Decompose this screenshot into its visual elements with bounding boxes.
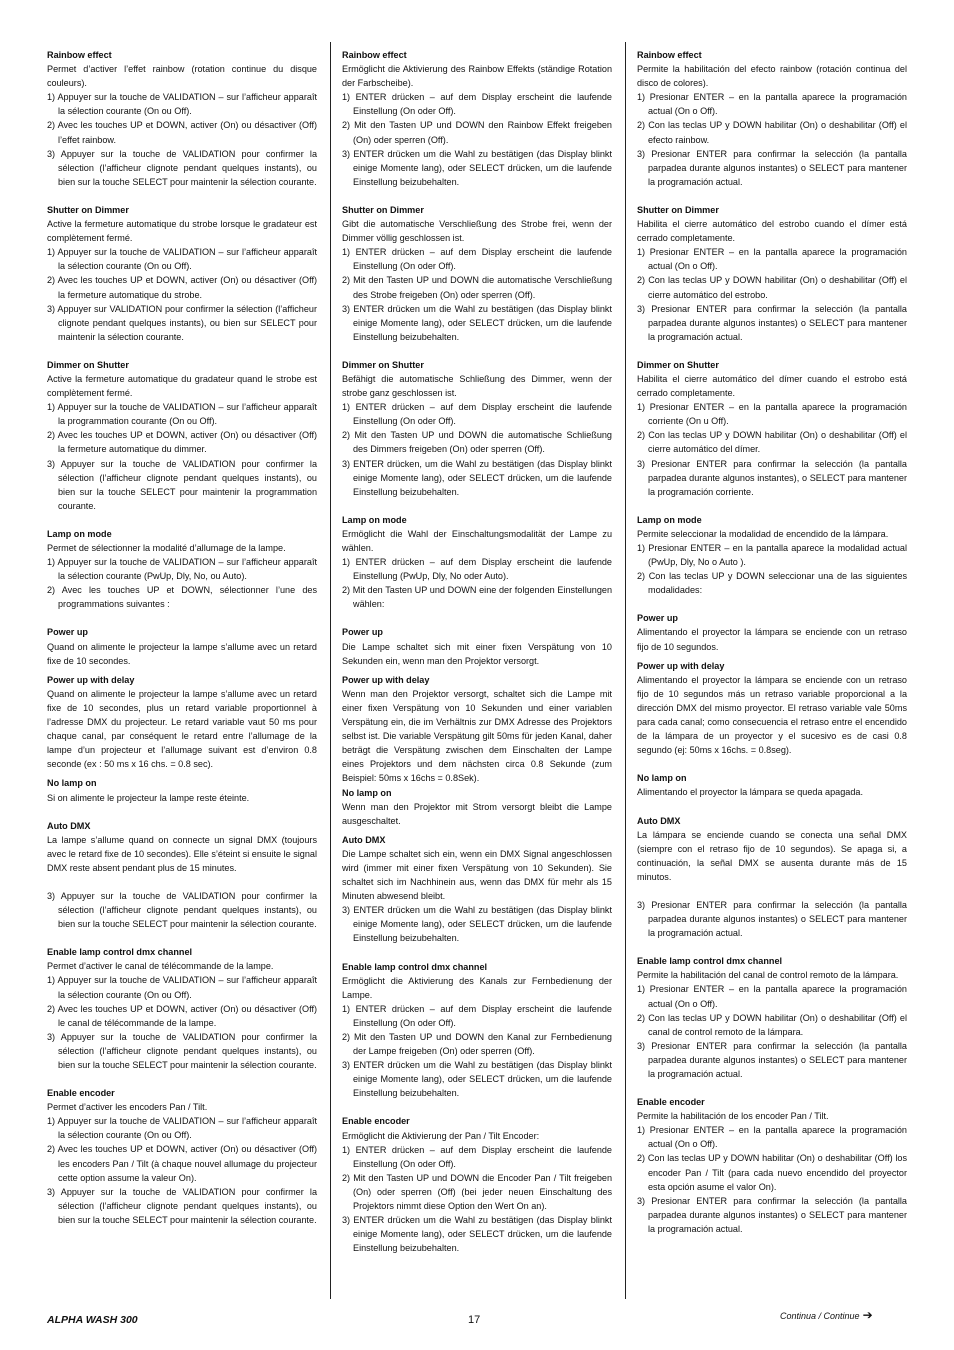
paragraph: Die Lampe schaltet sich mit einer fixen Verspätung von 10 Sekunden ein, wenn man den Projektor versorgt.: [342, 641, 612, 666]
section-heading: Shutter on Dimmer: [637, 204, 719, 215]
section: [47, 203, 317, 344]
step-item: 2) Con las teclas UP y DOWN habilitar (On) o deshabilitar (Off) el cierre automático del dímer.: [637, 430, 907, 455]
section-heading: Enable encoder: [637, 1097, 705, 1108]
page-number: 17: [468, 1314, 481, 1326]
section: [47, 819, 317, 875]
paragraph: Alimentando el proyector la lámpara se queda apagada.: [637, 787, 863, 798]
step-item: 3) Appuyer sur VALIDATION pour confirmer la sélection (l’afficheur clignote pendant quelques instants), ou bien sur SELECT pour maintenir la sélection courante.: [47, 303, 317, 342]
paragraph: Alimentando el proyector la lámpara se enciende con un retraso fijo de 10 segundos más un retraso variable proporcional a la dirección DMX del mismo proyector. El retraso variable vale 50ms para cada canal; como consecuencia el retraso entre el encendido de la lámpara de un proyector y el sucesivo es de casi 0.8 segundo (ej: 50ms x 16chs. = 0.8seg).: [637, 674, 907, 756]
section-heading: Dimmer on Shutter: [47, 359, 129, 370]
paragraph: Permite la habilitación del efecto rainbow (rotación continua del disco de colores).: [637, 64, 907, 89]
paragraph: La lámpara se enciende cuando se conecta una señal DMX (siempre con el retraso fijo de 10 segundos). Se apaga si, a continuación, la señal DMX se ausenta durante más de 15 minutos.: [637, 829, 907, 882]
paragraph: Befähigt die automatische Schließung des Dimmer, wenn der strobe ganz geschlossen ist.: [342, 373, 612, 399]
section: [342, 673, 612, 786]
step-item: 2) Avec les touches UP et DOWN, activer (On) ou désactiver (Off) l’effet rainbow.: [47, 120, 317, 145]
paragraph: Permet d’activer les encoders Pan / Tilt.: [47, 1102, 208, 1113]
section: [342, 513, 612, 612]
step-item: 2) Avec les touches UP et DOWN, activer (On) ou désactiver (Off) la fermeture automatique du dimmer.: [47, 430, 317, 455]
section-heading: Auto DMX: [637, 815, 681, 826]
step-item: 2) Con las teclas UP y DOWN seleccionar una de las siguientes modalidades:: [637, 571, 907, 596]
section: [637, 659, 907, 758]
step-item: 3) ENTER drücken um die Wahl zu bestätigen (das Display blinkt einige Momente lang), oder SELECT drücken, um die laufende Einstellung beizubehalten.: [342, 1060, 612, 1099]
step-item: 3) ENTER drücken um die Wahl zu bestätigen (das Display blinkt einige Momente lang), oder SELECT drücken, um die laufende Einstellung beizubehalten.: [342, 905, 612, 944]
paragraph: Habilita el cierre automático del dímer cuando el estrobo está cerrado completamente.: [637, 373, 907, 399]
paragraph: Si on alimente le projecteur la lampe reste éteinte.: [47, 792, 250, 803]
step-item: 3) ENTER drücken um die Wahl zu bestätigen (das Display blinkt einige Momente lang), oder SELECT drücken, um die laufende Einstellung beizubehalten.: [342, 303, 612, 342]
step-item: 1) ENTER drücken – auf dem Display erscheint die laufende Einstellung (On oder Off).: [342, 402, 612, 427]
paragraph: Quand on alimente le projecteur la lampe s’allume avec un retard fixe de 10 secondes.: [47, 641, 317, 666]
paragraph: Permet d’activer l’effet rainbow (rotation continue du disque couleurs).: [47, 64, 317, 89]
step-item: 2) Avec les touches UP et DOWN, activer (On) ou désactiver (Off) le canal de télécommande de la lampe.: [47, 1003, 317, 1028]
section: [342, 1114, 612, 1255]
step-item: 2) Mit den Tasten UP und DOWN die automatische Schließung des Dimmers freigeben (On) oder sperren (Off).: [342, 430, 612, 455]
section-heading: Power up: [342, 627, 383, 638]
section-heading: Enable encoder: [47, 1088, 115, 1099]
step-item: 2) Avec les touches UP et DOWN, activer (On) ou désactiver (Off) la fermeture automatique du strobe.: [47, 275, 317, 300]
step-item: 1) Appuyer sur la touche de VALIDATION – sur l’afficheur apparaît la sélection courante (On ou Off).: [47, 975, 317, 1000]
step-item: 2) Mit den Tasten UP und DOWN den Rainbow Effekt freigeben (On) oder sperren (Off).: [342, 120, 612, 145]
section-heading: Power up with delay: [342, 674, 430, 685]
section: [342, 833, 612, 946]
step-item: 3) Presionar ENTER para confirmar la selección (la pantalla parpadea durante algunos instantes) o SELECT para mantener la programación actual.: [637, 1195, 907, 1234]
section-heading: Lamp on mode: [342, 514, 407, 525]
paragraph: Wenn man den Projektor mit Strom versorgt bleibt die Lampe ausgeschaltet.: [342, 801, 612, 826]
section: [47, 776, 317, 804]
step-item: 3) Presionar ENTER para confirmar la selección (la pantalla parpadea durante algunos instantes) o SELECT para mantener la programación actual.: [637, 148, 907, 187]
paragraph: Die Lampe schaltet sich ein, wenn ein DMX Signal angeschlossen wird (immer mit einer fixen Verspätung von 10 Sekunden). Sie schaltet sich im Nachhinein aus, wenn das DMX für mehr als 15 Minuten abwesend bleibt.: [342, 848, 612, 902]
section: [47, 673, 317, 772]
section-heading: Enable encoder: [342, 1116, 410, 1127]
step-item: 1) Presionar ENTER – en la pantalla aparece la modalidad actual (PwUp, Dly, No o Auto ).: [637, 543, 907, 568]
paragraph: Alimentando el proyector la lámpara se enciende con un retraso fijo de 10 segundos.: [637, 627, 907, 652]
section-heading: Lamp on mode: [47, 528, 112, 539]
step-item: 3) Presionar ENTER para confirmar la selección (la pantalla parpadea durante algunos instantes) o SELECT para mantener la programación actual.: [637, 303, 907, 342]
step-item: 3) Presionar ENTER para confirmar la selección (la pantalla parpadea durante algunos instantes), o SELECT para mantener la programación corriente.: [637, 458, 907, 497]
section: [342, 48, 612, 189]
section: [637, 814, 907, 884]
continue-note: [780, 1308, 873, 1322]
step-item: 3) Presionar ENTER para confirmar la selección (la pantalla parpadea durante algunos instantes) o SELECT para mantener la programación actual.: [637, 899, 907, 939]
step-item: 1) Presionar ENTER – en la pantalla aparece la programación actual (On o Off).: [637, 247, 907, 272]
paragraph: Permite seleccionar la modalidad de encendido de la lámpara.: [637, 528, 889, 539]
step-item: 3) Presionar ENTER para confirmar la selección (la pantalla parpadea durante algunos instantes) o SELECT para mantener la programación actual.: [637, 1040, 907, 1079]
paragraph: Ermöglicht die Aktivierung der Pan / Tilt Encoder:: [342, 1130, 540, 1141]
section-heading: Enable lamp control dmx channel: [637, 956, 783, 967]
section-heading: Rainbow effect: [47, 50, 112, 60]
step-item: 2) Con las teclas UP y DOWN habilitar (On) o deshabilitar (Off) el cierre automático del estrobo.: [637, 275, 907, 300]
paragraph: Active la fermeture automatique du strobe lorsque le gradateur est complètement fermé.: [47, 219, 317, 244]
section: [637, 954, 907, 1081]
step-item: 2) Mit den Tasten UP und DOWN die automatische Verschließung des Strobe freigeben (On) oder sperren (Off).: [342, 275, 612, 300]
column-divider: [330, 42, 331, 1299]
section-heading: Power up: [47, 627, 88, 638]
section-heading: No lamp on: [47, 778, 97, 789]
step-item: 3) ENTER drücken um die Wahl zu bestätigen (das Display blinkt einige Momente lang), oder SELECT drücken, um die laufende Einstellung beizubehalten.: [342, 148, 612, 187]
section-heading: No lamp on: [637, 773, 687, 784]
continue-label: Continua / Continue: [780, 1311, 860, 1321]
column-divider: [625, 42, 626, 1299]
paragraph: Ermöglicht die Aktivierung des Rainbow Effekts (ständige Rotation der Farbscheibe).: [342, 64, 612, 89]
section: [47, 358, 317, 513]
section: [342, 203, 612, 344]
section-heading: No lamp on: [342, 787, 392, 798]
section: [47, 48, 317, 189]
paragraph: Permet de sélectionner la modalité d’allumage de la lampe.: [47, 543, 286, 553]
step-item: 1) ENTER drücken – auf dem Display erscheint die laufende Einstellung (On oder Off).: [342, 92, 612, 117]
section-heading: Auto DMX: [47, 820, 91, 831]
paragraph: Wenn man den Projektor versorgt, schaltet sich die Lampe mit einer fixen Verspätung von 10 Sekunden und einer variablen Verspätung ein, die im Verhältnis zur DMX Adresse des Projektors selbst ist. Die variable Verspätung gilt 50ms für jeden Kanal, daher beträgt die Verspätung zwischen dem Einschalten der Lampe eines Projektors und dem nächsten circa 0.8 Sekunde (zum Beispiel: 50ms x 16chs = 0.8Sek).: [342, 688, 612, 784]
step-item: 1) Appuyer sur la touche de VALIDATION – sur l’afficheur apparaît la sélection courante (PwUp, Dly, No, ou Auto).: [47, 557, 317, 582]
section-heading: Dimmer on Shutter: [342, 359, 424, 370]
step-item: 2) Mit den Tasten UP und DOWN den Kanal zur Fernbedienung der Lampe freigeben (On) oder sperren (Off).: [342, 1032, 612, 1057]
paragraph: Permet d’activer le canal de télécommande de la lampe.: [47, 961, 274, 972]
step-item: 1) Presionar ENTER – en la pantalla aparece la programación actual (On o Off).: [637, 984, 907, 1009]
step-item: 2) Avec les touches UP et DOWN, activer (On) ou désactiver (Off) les encoders Pan / Tilt (à chaque nouvel allumage du projecteur cette option assume la valeur On).: [47, 1144, 317, 1183]
step-item: 1) ENTER drücken – auf dem Display erscheint die laufende Einstellung (PwUp, Dly, No oder Auto).: [342, 557, 612, 582]
section: [47, 527, 317, 612]
section-heading: Power up with delay: [637, 660, 725, 671]
section-heading: Auto DMX: [342, 834, 386, 845]
paragraph: Permite la habilitación de los encoder Pan / Tilt.: [637, 1111, 829, 1122]
step-item: 3) ENTER drücken, um die Wahl zu bestätigen (das Display blinkt einige Momente lang), oder SELECT drücken, um die laufende Einstellung beizubehalten.: [342, 458, 612, 497]
step-item: 3) Appuyer sur la touche de VALIDATION pour confirmer la sélection (l’afficheur clignote pendant quelques instants), ou bien sur la touche SELECT pour maintenir la sélection courante.: [47, 890, 317, 930]
section-heading: Shutter on Dimmer: [342, 204, 424, 215]
section: [637, 513, 907, 598]
section-heading: Enable lamp control dmx channel: [342, 961, 488, 972]
step-item: 2) Con las teclas UP y DOWN habilitar (On) o deshabilitar (Off) el efecto rainbow.: [637, 120, 907, 145]
step-item: 3) Appuyer sur la touche de VALIDATION pour confirmer la sélection (l’afficheur clignote pendant quelques instants), ou bien sur la touche SELECT pour maintenir la sélection courante.: [47, 148, 317, 187]
step-item: 2) Con las teclas UP y DOWN habilitar (On) o deshabilitar (Off) los encoder Pan / Tilt (para cada nuevo encendido del proyector esta opción asume el valor On).: [637, 1153, 907, 1192]
step-item: 2) Mit den Tasten UP und DOWN eine der folgenden Einstellungen wählen:: [342, 585, 612, 610]
section: [342, 786, 612, 828]
step-item: 1) Presionar ENTER – en la pantalla aparece la programación actual (On o Off).: [637, 92, 907, 117]
section: [637, 203, 907, 344]
step-item: 1) Presionar ENTER – en la pantalla aparece la programación corriente (On u Off).: [637, 402, 907, 427]
step-item: 1) Presionar ENTER – en la pantalla aparece la programación actual (On o Off).: [637, 1125, 907, 1150]
step-item: 3) ENTER drücken um die Wahl zu bestätigen (das Display blinkt einige Momente lang), oder SELECT drücken, um die laufende Einstellung beizubehalten.: [342, 1215, 612, 1254]
paragraph: Permite la habilitación del canal de control remoto de la lámpara.: [637, 970, 899, 981]
column-french: [47, 48, 317, 1227]
section: [47, 625, 317, 667]
section-heading: Rainbow effect: [342, 50, 407, 60]
paragraph: Active la fermeture automatique du gradateur quand le strobe est complètement fermé.: [47, 373, 317, 399]
section-heading: Enable lamp control dmx channel: [47, 947, 193, 958]
step-item: 1) Appuyer sur la touche de VALIDATION – sur l’afficheur apparaît la programmation courante (On ou Off).: [47, 402, 317, 427]
paragraph: Habilita el cierre automático del estrobo cuando el dímer está cerrado completamente.: [637, 219, 907, 244]
section: [637, 898, 907, 940]
arrow-right-icon: ➔: [862, 1308, 873, 1322]
section-heading: Dimmer on Shutter: [637, 359, 719, 370]
step-item: 2) Avec les touches UP et DOWN, sélectionner l’une des programmations suivantes :: [47, 585, 317, 610]
section: [342, 960, 612, 1101]
step-item: 2) Con las teclas UP y DOWN habilitar (On) o deshabilitar (Off) el canal de control remoto de la lámpara.: [637, 1012, 907, 1037]
step-item: 2) Mit den Tasten UP und DOWN die Encoder Pan / Tilt freigeben (On) oder sperren (Off) (bei jeder neuen Einschaltung des Projektors nimmt diese Option den Wert On an).: [342, 1172, 612, 1212]
section-heading: Power up: [637, 613, 678, 624]
paragraph: Ermöglicht die Aktivierung des Kanals zur Fernbedienung der Lampe.: [342, 975, 612, 1000]
column-spanish: [637, 48, 907, 1236]
step-item: 1) ENTER drücken – auf dem Display erscheint die laufende Einstellung (On oder Off).: [342, 247, 612, 272]
step-item: 1) Appuyer sur la touche de VALIDATION – sur l’afficheur apparaît la sélection courante (On ou Off).: [47, 92, 317, 117]
section: [637, 771, 907, 799]
section: [637, 611, 907, 653]
section-heading: Lamp on mode: [637, 514, 702, 525]
step-item: 1) ENTER drücken – auf dem Display erscheint die laufende Einstellung (On oder Off).: [342, 1003, 612, 1028]
section: [637, 358, 907, 499]
paragraph: Gibt die automatische Verschließung des Strobe frei, wenn der Dimmer völlig geschlossen ist.: [342, 219, 612, 244]
section-heading: Power up with delay: [47, 674, 135, 685]
column-german: [342, 48, 612, 1255]
section: [637, 48, 907, 189]
step-item: 1) Appuyer sur la touche de VALIDATION – sur l’afficheur apparaît la sélection courante (On ou Off).: [47, 1116, 317, 1141]
step-item: 3) Appuyer sur la touche de VALIDATION pour confirmer la sélection (l’afficheur clignote pendant quelques instants), ou bien sur la touche SELECT pour maintenir la sélection courante.: [47, 1031, 317, 1070]
section: [342, 358, 612, 499]
step-item: 1) Appuyer sur la touche de VALIDATION – sur l’afficheur apparaît la sélection courante (On ou Off).: [47, 247, 317, 272]
section-heading: Shutter on Dimmer: [47, 204, 129, 215]
section: [47, 889, 317, 931]
section: [47, 945, 317, 1072]
section: [637, 1095, 907, 1236]
section: [47, 1086, 317, 1227]
paragraph: Ermöglicht die Wahl der Einschaltungsmodalität der Lampe zu wählen.: [342, 528, 612, 553]
section-heading: Rainbow effect: [637, 50, 702, 60]
model-name: ALPHA WASH 300: [47, 1314, 138, 1326]
step-item: 1) ENTER drücken – auf dem Display erscheint die laufende Einstellung (On oder Off).: [342, 1144, 612, 1169]
paragraph: La lampe s’allume quand on connecte un signal DMX (toujours avec le retard fixe de 10 secondes). Elle s’éteint si ensuite le signal DMX reste absent pendant plus de 15 minutes.: [47, 834, 317, 873]
paragraph: Quand on alimente le projecteur la lampe s’allume avec un retard fixe de 10 secondes, plus un retard variable proportionnel à l’adresse DMX du projecteur. Le retard variable vaut 50 ms pour chaque canal, par conséquent le retard entre l’allumage de la lampe d’un projecteur et l’allumage suivant est d’environ 0.8 seconde (ex : 50 ms x 16 chs. = 0.8 sec).: [47, 688, 317, 770]
section: [342, 625, 612, 667]
step-item: 3) Appuyer sur la touche de VALIDATION pour confirmer la sélection (l’afficheur clignote pendant quelques instants), ou bien sur la touche SELECT pour maintenir la programmation courante.: [47, 458, 317, 511]
step-item: 3) Appuyer sur la touche de VALIDATION pour confirmer la sélection (l’afficheur clignote pendant quelques instants), ou bien sur la touche SELECT pour maintenir la sélection courante.: [47, 1186, 317, 1225]
